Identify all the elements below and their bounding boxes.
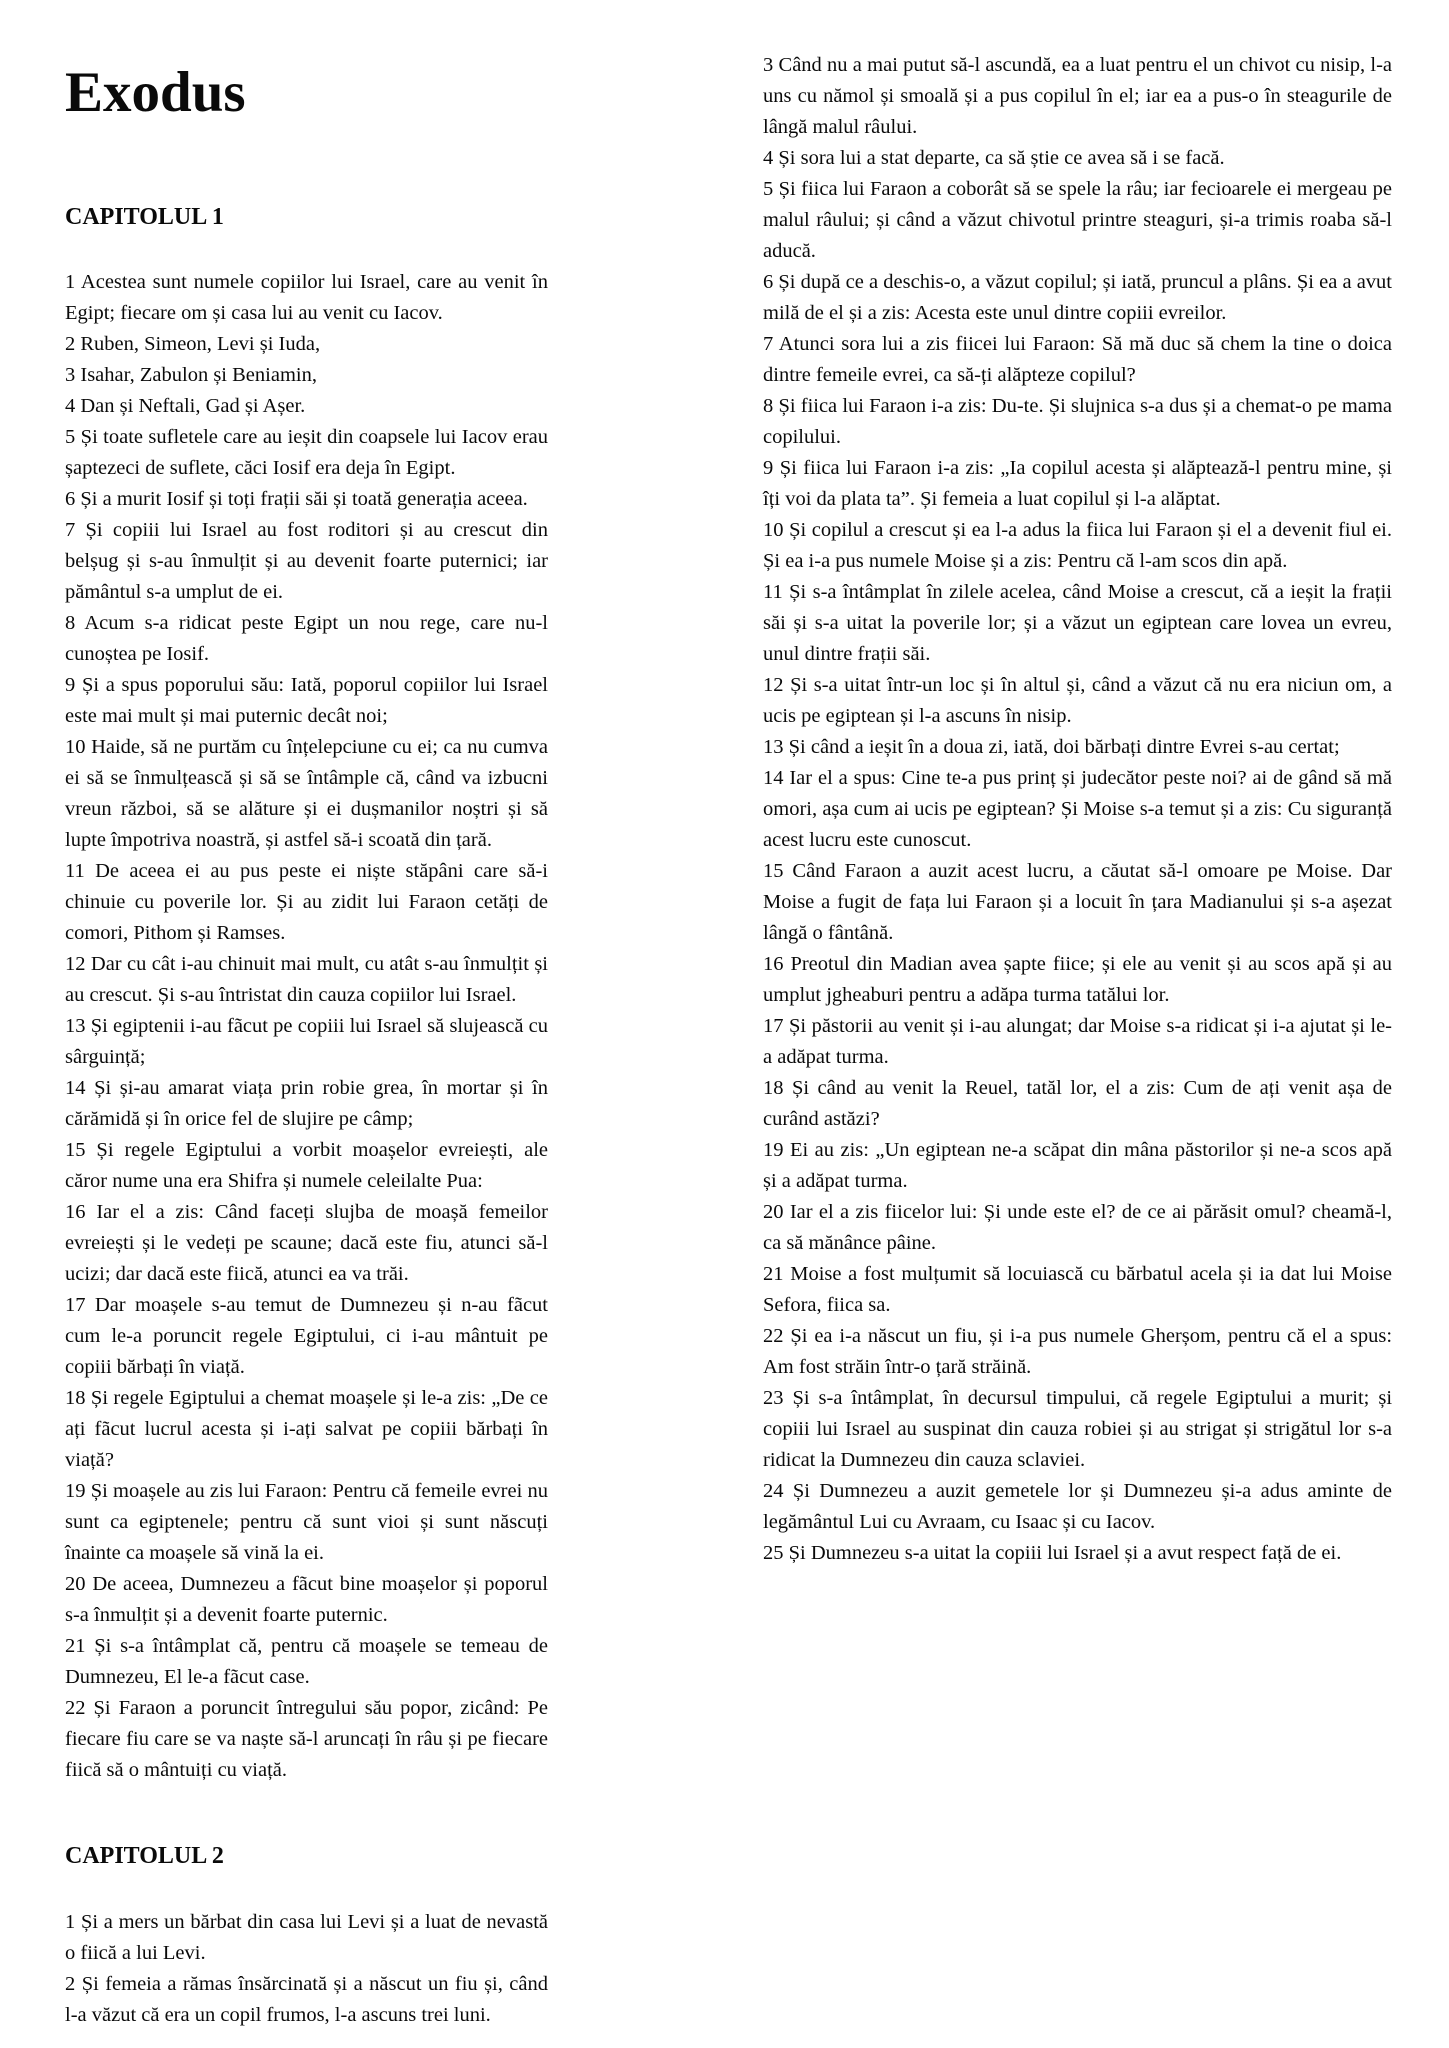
verse-number: 18	[763, 1077, 784, 1099]
verse	[65, 1073, 548, 1135]
verse-text: Iar el a zis: Când faceți slujba de moașă femeilor evreiești și le vedeți pe scaune; dacă este fiu, atunci să-l ucizi; dar dacă este fiică, atunci ea va trăi.	[65, 1201, 549, 1286]
verse	[763, 1259, 1392, 1321]
verse	[763, 515, 1392, 577]
verse-text: Iar el a spus: Cine te-a pus prinț și judecător peste noi? ai de gând să mă omori, așa cum ai ucis pe egiptean? Și Moise s-a temut și a zis: Cu siguranță acest lucru este cunoscut.	[763, 767, 1392, 851]
verse-text: Acum s-a ridicat peste Egipt un nou rege, care nu-l cunoștea pe Iosif.	[65, 612, 548, 666]
verse	[65, 1383, 548, 1476]
verse-number: 20	[763, 1201, 784, 1223]
verse-text: Și păstorii au venit și i-au alungat; dar Moise s-a ridicat și i-a ajutat și le-a adăpat turma.	[763, 1015, 1392, 1068]
verse-text: Și copiii lui Israel au fost roditori și au crescut din belșug și s-au înmulțit și au devenit foarte puternici; iar pământul s-a umplut de ei.	[65, 519, 549, 604]
verse-number: 5	[65, 426, 76, 449]
verse-number: 10	[763, 519, 784, 541]
verse-text: Isahar, Zabulon și Beniamin,	[80, 364, 317, 387]
verse-number: 21	[763, 1263, 784, 1285]
verse	[763, 391, 1392, 453]
verse-text: Și moașele au zis lui Faraon: Pentru că femeile evrei nu sunt ca egiptenele; pentru că sunt vioi și sunt născuți înainte ca moașele să vină la ei.	[65, 1480, 549, 1565]
verse	[65, 1969, 548, 2031]
verse-text: Și după ce a deschis-o, a văzut copilul; și iată, pruncul a plâns. Și ea a avut milă de el și a zis: Acesta este unul dintre copiii evreilor.	[763, 271, 1392, 324]
verse-text: Dar moașele s-au temut de Dumnezeu și n-au fãcut cum le-a poruncit regele Egiptului, ci i-au mântuit pe copiii bărbați în viață.	[65, 1294, 549, 1379]
verse-text: Și fiica lui Faraon i-a zis: Du-te. Și slujnica s-a dus și a chemat-o pe mama copilului.	[763, 395, 1393, 448]
verse-text: Și femeia a rămas însărcinată și a născut un fiu și, când l-a văzut că era un copil frumos, l-a ascuns trei luni.	[65, 1973, 549, 2027]
verse-text: Și Dumnezeu a auzit gemetele lor și Dumnezeu și-a adus aminte de legământul Lui cu Avraam, cu Isaac și cu Iacov.	[763, 1480, 1392, 1533]
verse-text: Iar el a zis fiicelor lui: Și unde este el? de ce ai părăsit omul? cheamă-l, ca să mănânce pâine.	[763, 1201, 1392, 1254]
verse	[65, 732, 548, 856]
verse-text: Și sora lui a stat departe, ca să știe ce avea să i se facă.	[778, 147, 1225, 169]
verse-number: 14	[763, 767, 784, 789]
verse	[763, 1073, 1392, 1135]
verse	[65, 1693, 548, 1786]
verse-number: 11	[65, 860, 85, 883]
verse	[763, 670, 1392, 732]
chapter-heading: CAPITOLUL 2	[65, 1843, 224, 1870]
verse-number: 24	[763, 1480, 784, 1502]
verse-number: 16	[763, 953, 784, 975]
verse	[763, 1538, 1392, 1569]
verse-text: Și Faraon a poruncit întregului său popor, zicând: Pe fiecare fiu care se va naște să-l aruncați în râu și pe fiecare fiică să o mântuiți cu viață.	[65, 1697, 549, 1782]
verse-number: 19	[763, 1139, 784, 1161]
verse-text: Haide, să ne purtăm cu înțelepciune cu ei; ca nu cumva ei să se înmulțească și să se întâmple că, când va izbucni vreun război, să se alăture și ei dușmanilor noștri și să lupte împotriva noastră, și astfel să-i scoată din țară.	[65, 736, 549, 852]
verse	[65, 1135, 548, 1197]
verse-text: Și a spus poporului său: Iată, poporul copiilor lui Israel este mai mult și mai puternic decât noi;	[65, 674, 549, 728]
verse-number: 19	[65, 1480, 86, 1503]
verse-number: 2	[65, 333, 76, 356]
verse-number: 12	[763, 674, 784, 696]
verse-number: 22	[763, 1325, 784, 1347]
verse	[65, 1631, 548, 1693]
verse	[65, 391, 548, 422]
verse-number: 22	[65, 1697, 86, 1720]
verse	[763, 329, 1392, 391]
verse	[763, 949, 1392, 1011]
verse-text: Dan și Neftali, Gad și Așer.	[80, 395, 306, 418]
verse-text: Și copilul a crescut și ea l-a adus la fiica lui Faraon și el a devenit fiul ei. Și ea i-a pus numele Moise și a zis: Pentru că l-am scos din apă.	[763, 519, 1393, 572]
verse-number: 2	[65, 1973, 76, 1996]
verse	[65, 856, 548, 949]
verse-text: Ei au zis: „Un egiptean ne-a scăpat din mâna păstorilor și ne-a scos apă și a adăpat turma.	[763, 1139, 1392, 1192]
verse	[65, 1197, 548, 1290]
verse-text: Și regele Egiptului a vorbit moașelor evreiești, ale căror nume una era Shifra și numele celeilalte Pua:	[65, 1139, 548, 1193]
verse-number: 6	[65, 488, 76, 511]
verse-number: 12	[65, 953, 86, 976]
verse-text: Și a murit Iosif și toți frații săi și toată generația aceea.	[80, 488, 528, 511]
verse-text: Și când au venit la Reuel, tatăl lor, el a zis: Cum de ați venit așa de curând astăzi?	[763, 1077, 1392, 1130]
verse-text: Preotul din Madian avea șapte fiice; și ele au venit și au scos apă și au umplut jgheaburi pentru a adăpa turma tatălui lor.	[763, 953, 1393, 1006]
verse-number: 7	[763, 333, 774, 355]
verse-number: 7	[65, 519, 76, 542]
verse	[65, 1290, 548, 1383]
verse-text: De aceea ei au pus peste ei niște stăpâni care să-i chinuie cu poverile lor. Și au zidit lui Faraon cetăți de comori, Pithom și Ramses.	[65, 860, 549, 945]
right-sections	[763, 50, 1392, 1569]
verse-number: 4	[763, 147, 774, 169]
verse-number: 15	[65, 1139, 86, 1162]
verse-text: Și s-a întâmplat, în decursul timpului, că regele Egiptului a murit; și copiii lui Israel au suspinat din cauza robiei și au strigat și strigătul lor s-a ridicat la Dumnezeu din cauza sclaviei.	[763, 1387, 1393, 1471]
verse	[763, 174, 1392, 267]
verse	[65, 267, 548, 329]
left-column	[65, 0, 548, 2031]
verse	[65, 1476, 548, 1569]
left-sections	[65, 203, 548, 2032]
verse	[65, 360, 548, 391]
verse-text: Și egiptenii i-au fãcut pe copiii lui Israel să slujească cu sârguință;	[65, 1015, 548, 1069]
verse	[763, 577, 1392, 670]
verse-text: Și fiica lui Faraon i-a zis: „Ia copilul acesta și alăptează-l pentru mine, și îți voi da plata ta”. Și femeia a luat copilul și l-a alăptat.	[763, 457, 1393, 510]
verse	[65, 1011, 548, 1073]
verse	[65, 608, 548, 670]
verse-number: 3	[763, 54, 774, 76]
verse-text: Și Dumnezeu s-a uitat la copiii lui Israel și a avut respect față de ei.	[788, 1542, 1342, 1564]
verse-text: Și s-a întâmplat că, pentru că moașele se temeau de Dumnezeu, El le-a fãcut case.	[65, 1635, 548, 1689]
verse-number: 20	[65, 1573, 86, 1596]
verse-text: Ruben, Simeon, Levi și Iuda,	[80, 333, 321, 356]
verse-number: 3	[65, 364, 76, 387]
verse-number: 17	[65, 1294, 86, 1317]
verse-number: 9	[763, 457, 774, 479]
verse-text: Și și-au amarat viața prin robie grea, în mortar și în cărămidă și în orice fel de slujire pe câmp;	[65, 1077, 548, 1131]
verse	[65, 422, 548, 484]
verse-number: 6	[763, 271, 774, 293]
verse-number: 14	[65, 1077, 86, 1100]
verse-text: Când Faraon a auzit acest lucru, a căutat să-l omoare pe Moise. Dar Moise a fugit de fața lui Faraon și a locuit în țara Madianului și s-a așezat lângă o fântână.	[763, 860, 1392, 944]
verse	[65, 484, 548, 515]
verse	[65, 515, 548, 608]
verse-number: 8	[65, 612, 76, 635]
verse	[763, 143, 1392, 174]
verse-text: Moise a fost mulțumit să locuiască cu bărbatul acela și ia dat lui Moise Sefora, fiica sa.	[763, 1263, 1393, 1316]
book-title: Exodus	[65, 61, 246, 124]
right-column	[763, 0, 1392, 1569]
verse-number: 1	[65, 1911, 76, 1934]
verse-text: Atunci sora lui a zis fiicei lui Faraon: Să mă duc să chem la tine o doica dintre femeile evrei, ca să-ți alăpteze copilul?	[763, 333, 1392, 386]
verse-text: De aceea, Dumnezeu a fãcut bine moașelor și poporul s-a înmulțit și a devenit foarte puternic.	[65, 1573, 549, 1627]
verse-text: Când nu a mai putut să-l ascundă, ea a luat pentru el un chivot cu nisip, l-a uns cu nămol și smoală și a pus copilul în el; iar ea a pus-o în steagurile de lângă malul râului.	[763, 54, 1392, 138]
verse-number: 17	[763, 1015, 784, 1037]
verse-text: Și fiica lui Faraon a coborât să se spele la râu; iar fecioarele ei mergeau pe malul râului; și când a văzut chivotul printre steaguri, și-a trimis roaba să-l aducă.	[763, 178, 1393, 262]
verse	[763, 453, 1392, 515]
verse-text: Și toate sufletele care au ieșit din coapsele lui Iacov erau șaptezeci de suflete, căci Iosif era deja în Egipt.	[65, 426, 549, 480]
verse	[763, 267, 1392, 329]
verse-number: 1	[65, 271, 76, 294]
verse-number: 23	[763, 1387, 784, 1409]
verse	[763, 1321, 1392, 1383]
verse	[763, 1476, 1392, 1538]
verse-number: 15	[763, 860, 784, 882]
verse	[763, 1383, 1392, 1476]
verse-number: 25	[763, 1542, 784, 1564]
verse-number: 9	[65, 674, 76, 697]
verse-number: 13	[65, 1015, 86, 1038]
verse-text: Și ea i-a născut un fiu, și i-a pus numele Gherșom, pentru că el a spus: Am fost străin într-o țară străină.	[763, 1325, 1393, 1378]
verse-text: Acestea sunt numele copiilor lui Israel, care au venit în Egipt; fiecare om și casa lui au venit cu Iacov.	[65, 271, 548, 325]
chapter-heading: CAPITOLUL 1	[65, 203, 224, 230]
verse	[763, 1135, 1392, 1197]
verse-text: Dar cu cât i-au chinuit mai mult, cu atât s-au înmulțit și au crescut. Și s-au întristat din cauza copiilor lui Israel.	[65, 953, 549, 1007]
verse	[65, 1907, 548, 1969]
verse-text: Și s-a uitat într-un loc și în altul și, când a văzut că nu era niciun om, a ucis pe egiptean și l-a ascuns în nisip.	[763, 674, 1393, 727]
verse	[65, 949, 548, 1011]
verse-text: Și a mers un bărbat din casa lui Levi și a luat de nevastă o fiică a lui Levi.	[65, 1911, 548, 1965]
verse-number: 11	[763, 581, 783, 603]
verse-number: 5	[763, 178, 774, 200]
verse-number: 21	[65, 1635, 86, 1658]
verse	[65, 670, 548, 732]
verse	[763, 1197, 1392, 1259]
verse	[763, 732, 1392, 763]
verse-text: Și regele Egiptului a chemat moașele și le-a zis: „De ce ați fãcut lucrul acesta și i-ați salvat pe copiii bărbați în viață?	[65, 1387, 549, 1472]
verse-text: Și s-a întâmplat în zilele acelea, când Moise a crescut, că a ieșit la frații săi și s-a uitat la poverile lor; și a văzut un egiptean care lovea un evreu, unul dintre frații săi.	[763, 581, 1392, 665]
verse	[65, 1569, 548, 1631]
verse	[763, 1011, 1392, 1073]
verse	[763, 763, 1392, 856]
verse-number: 16	[65, 1201, 86, 1224]
verse-number: 8	[763, 395, 774, 417]
verse-number: 4	[65, 395, 76, 418]
verse-text: Și când a ieșit în a doua zi, iată, doi bărbați dintre Evrei s-au certat;	[788, 736, 1340, 758]
verse	[763, 856, 1392, 949]
verse	[763, 50, 1392, 143]
verse	[65, 329, 548, 360]
verse-number: 13	[763, 736, 784, 758]
verse-number: 18	[65, 1387, 86, 1410]
verse-number: 10	[65, 736, 86, 759]
